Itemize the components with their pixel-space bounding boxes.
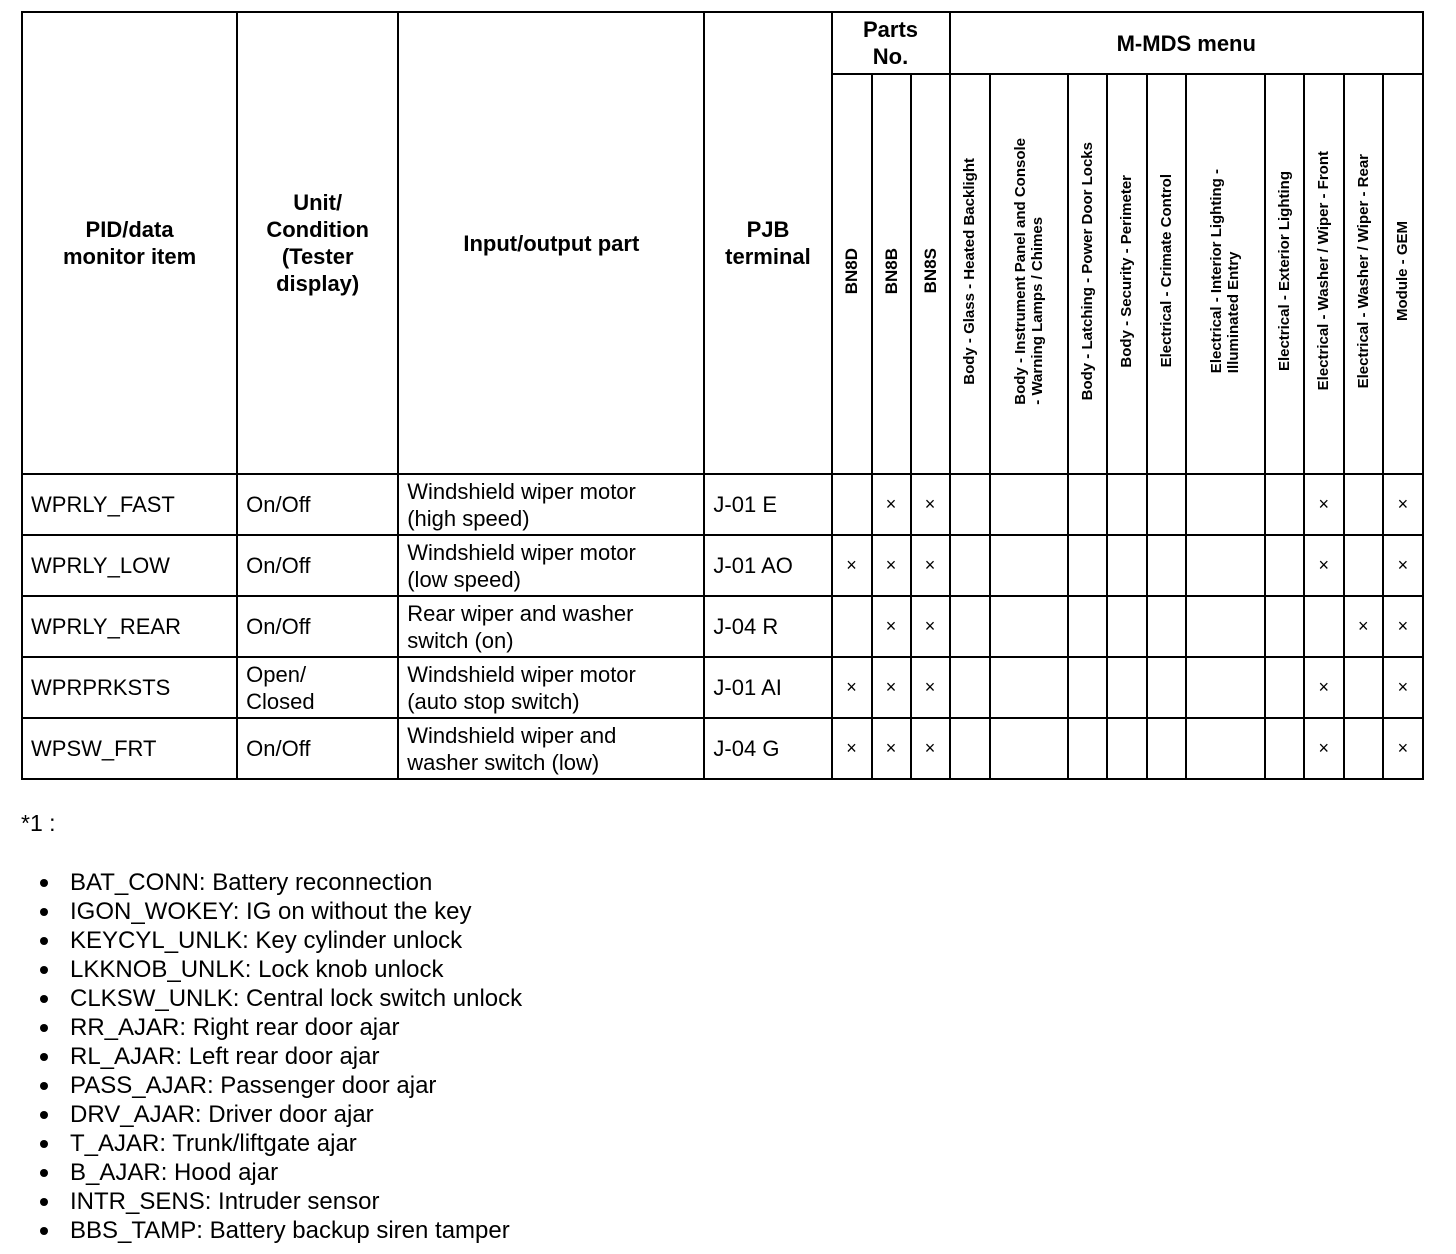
cell-mark: × (872, 596, 911, 657)
cell-mark: × (1304, 535, 1344, 596)
cell-pjb: J-01 AI (704, 657, 831, 718)
bullet-icon (40, 966, 48, 974)
cell-mark (1068, 535, 1107, 596)
bullet-icon (40, 1198, 48, 1206)
cell-io: Rear wiper and washer switch (on) (398, 596, 704, 657)
header-part-label: BN8S (920, 248, 940, 294)
cell-mark (1186, 596, 1265, 657)
list-item (40, 897, 522, 926)
cell-mark (832, 474, 872, 535)
cell-io: Windshield wiper and washer switch (low) (398, 718, 704, 779)
cell-mark: × (832, 657, 872, 718)
cell-pid: WPSW_FRT (22, 718, 237, 779)
table-row (22, 718, 1423, 779)
table-row (22, 596, 1423, 657)
cell-mark: × (872, 474, 911, 535)
note-text: LKKNOB_UNLK: Lock knob unlock (70, 956, 444, 983)
cell-mark (1147, 596, 1186, 657)
note-text: PASS_AJAR: Passenger door ajar (70, 1072, 437, 1099)
cell-pjb: J-01 E (704, 474, 831, 535)
cell-pid: WPRLY_REAR (22, 596, 237, 657)
cell-mark (1265, 474, 1304, 535)
note-text: KEYCYL_UNLK: Key cylinder unlock (70, 927, 463, 954)
cell-mark: × (832, 718, 872, 779)
bullet-icon (40, 1111, 48, 1119)
cell-mark (1344, 718, 1383, 779)
note-text: IGON_WOKEY: IG on without the key (70, 898, 472, 925)
list-item (40, 1129, 522, 1158)
cell-mark: × (872, 718, 911, 779)
header-part-label: BN8B (881, 247, 901, 295)
list-item (40, 984, 522, 1013)
list-item (40, 1071, 522, 1100)
header-part-bn8b (872, 74, 911, 474)
cell-mark (1107, 718, 1147, 779)
cell-mark: × (1383, 474, 1423, 535)
header-menu-0 (950, 74, 990, 474)
cell-mark: × (911, 596, 950, 657)
header-menu-label: Body - Glass - Heated Backlight (961, 157, 979, 385)
note-text: B_AJAR: Hood ajar (70, 1159, 279, 1186)
footnote-label: *1 : (21, 810, 56, 836)
note-text: DRV_AJAR: Driver door ajar (70, 1101, 374, 1128)
cell-mark (1186, 718, 1265, 779)
cell-mark: × (911, 474, 950, 535)
cell-mark (1265, 657, 1304, 718)
header-pjb: PJB terminal (704, 12, 831, 474)
note-text: BBS_TAMP: Battery backup siren tamper (70, 1217, 510, 1244)
note-text: INTR_SENS: Intruder sensor (70, 1188, 380, 1215)
header-menu-label: Body - Security - Perimeter (1118, 174, 1136, 368)
list-item (40, 1042, 522, 1071)
cell-mark (1147, 657, 1186, 718)
note-text: RR_AJAR: Right rear door ajar (70, 1014, 400, 1041)
cell-mark (1107, 657, 1147, 718)
cell-mark (1147, 474, 1186, 535)
cell-mark (1147, 535, 1186, 596)
header-menu-group: M-MDS menu (950, 12, 1423, 74)
cell-mark (1068, 474, 1107, 535)
list-item (40, 1158, 522, 1187)
cell-mark (950, 718, 990, 779)
list-item (40, 955, 522, 984)
cell-mark (1186, 657, 1265, 718)
bullet-icon (40, 1053, 48, 1061)
cell-mark: × (1383, 718, 1423, 779)
list-item (40, 1216, 522, 1245)
cell-unit: On/Off (237, 474, 398, 535)
cell-pid: WPRLY_FAST (22, 474, 237, 535)
cell-unit: Open/ Closed (237, 657, 398, 718)
cell-pid: WPRPRKSTS (22, 657, 237, 718)
cell-mark (1147, 718, 1186, 779)
header-menu-8 (1344, 74, 1383, 474)
cell-pjb: J-01 AO (704, 535, 831, 596)
header-menu-2 (1068, 74, 1107, 474)
table-row (22, 657, 1423, 718)
cell-io: Windshield wiper motor (high speed) (398, 474, 704, 535)
cell-mark: × (911, 657, 950, 718)
header-menu-label: Module - GEM (1394, 221, 1412, 321)
cell-mark (990, 657, 1068, 718)
cell-mark (990, 596, 1068, 657)
header-menu-label: Electrical - Washer / Wiper - Rear (1354, 153, 1372, 389)
header-menu-9 (1383, 74, 1423, 474)
table-row (22, 535, 1423, 596)
header-pid: PID/data monitor item (22, 12, 237, 474)
cell-mark (1344, 474, 1383, 535)
cell-mark (1107, 535, 1147, 596)
cell-mark (1107, 596, 1147, 657)
cell-mark: × (1383, 535, 1423, 596)
cell-mark: × (872, 657, 911, 718)
cell-mark (1107, 474, 1147, 535)
cell-mark: × (1304, 657, 1344, 718)
notes-list (40, 868, 522, 1245)
header-part-bn8d (832, 74, 872, 474)
table-row (22, 474, 1423, 535)
cell-mark (950, 535, 990, 596)
header-menu-label: Electrical - Crimate Control (1157, 174, 1175, 368)
cell-mark: × (1304, 718, 1344, 779)
cell-mark (1265, 596, 1304, 657)
cell-mark (832, 596, 872, 657)
cell-mark (1068, 718, 1107, 779)
table-body (22, 474, 1423, 779)
cell-mark: × (1344, 596, 1383, 657)
header-part-bn8s (911, 74, 950, 474)
cell-mark (1344, 535, 1383, 596)
header-menu-label: Electrical - Interior Lighting - Illuminated Entry (1208, 168, 1243, 374)
header-menu-4 (1147, 74, 1186, 474)
cell-mark: × (911, 718, 950, 779)
bullet-icon (40, 937, 48, 945)
header-part-label: BN8D (842, 247, 861, 295)
pid-monitor-table (21, 11, 1424, 780)
note-text: BAT_CONN: Battery reconnection (70, 869, 433, 896)
header-menu-label: Electrical - Washer / Wiper - Front (1315, 151, 1333, 391)
cell-mark (990, 718, 1068, 779)
cell-unit: On/Off (237, 596, 398, 657)
cell-mark (1068, 657, 1107, 718)
list-item (40, 1187, 522, 1216)
cell-mark: × (1383, 657, 1423, 718)
bullet-icon (40, 879, 48, 887)
note-text: T_AJAR: Trunk/liftgate ajar (70, 1130, 357, 1157)
header-menu-7 (1304, 74, 1344, 474)
header-menu-label: Electrical - Exterior Lighting (1275, 170, 1293, 372)
header-parts-group: Parts No. (832, 12, 950, 74)
list-item (40, 1013, 522, 1042)
cell-mark: × (872, 535, 911, 596)
bullet-icon (40, 1082, 48, 1090)
bullet-icon (40, 1227, 48, 1235)
bullet-icon (40, 1024, 48, 1032)
cell-unit: On/Off (237, 535, 398, 596)
header-menu-1 (990, 74, 1068, 474)
cell-mark (1265, 535, 1304, 596)
header-io: Input/output part (398, 12, 704, 474)
cell-pjb: J-04 G (704, 718, 831, 779)
cell-mark (990, 535, 1068, 596)
cell-io: Windshield wiper motor (low speed) (398, 535, 704, 596)
header-menu-3 (1107, 74, 1147, 474)
bullet-icon (40, 1140, 48, 1148)
cell-mark (1186, 474, 1265, 535)
list-item (40, 926, 522, 955)
bullet-icon (40, 995, 48, 1003)
cell-mark (990, 474, 1068, 535)
header-menu-label: Body - Instrument Panel and Console - Warning Lamps / Chimes (1011, 137, 1046, 405)
list-item (40, 1100, 522, 1129)
cell-mark (950, 657, 990, 718)
cell-io: Windshield wiper motor (auto stop switch) (398, 657, 704, 718)
bullet-icon (40, 1169, 48, 1177)
header-unit: Unit/ Condition (Tester display) (237, 12, 398, 474)
cell-mark: × (1383, 596, 1423, 657)
cell-mark: × (1304, 474, 1344, 535)
cell-mark (950, 596, 990, 657)
cell-mark (1304, 596, 1344, 657)
header-menu-label: Body - Latching - Power Door Locks (1078, 141, 1096, 401)
cell-mark: × (911, 535, 950, 596)
cell-mark (1265, 718, 1304, 779)
bullet-icon (40, 908, 48, 916)
note-text: CLKSW_UNLK: Central lock switch unlock (70, 985, 523, 1012)
header-menu-6 (1265, 74, 1304, 474)
note-text: RL_AJAR: Left rear door ajar (70, 1043, 380, 1070)
cell-mark (1344, 657, 1383, 718)
cell-pjb: J-04 R (704, 596, 831, 657)
cell-mark (950, 474, 990, 535)
cell-mark (1186, 535, 1265, 596)
cell-mark (1068, 596, 1107, 657)
list-item (40, 868, 522, 897)
cell-unit: On/Off (237, 718, 398, 779)
cell-pid: WPRLY_LOW (22, 535, 237, 596)
cell-mark: × (832, 535, 872, 596)
header-menu-5 (1186, 74, 1265, 474)
